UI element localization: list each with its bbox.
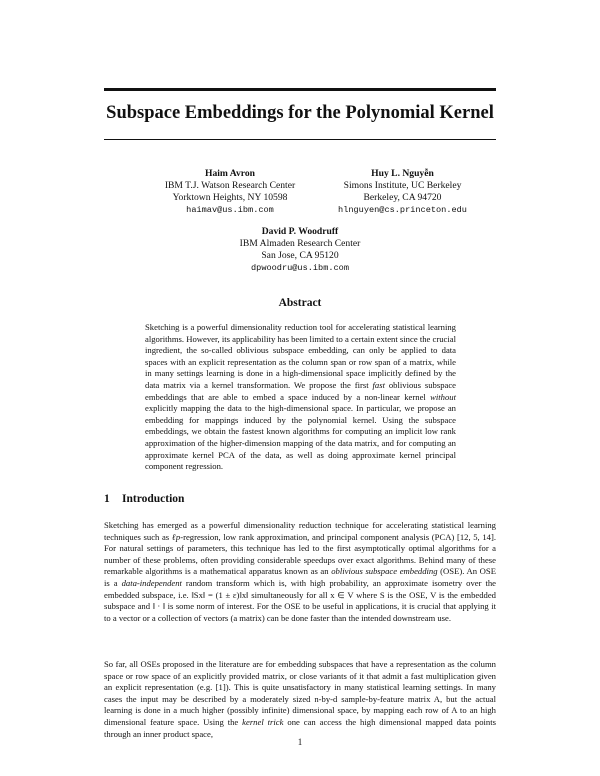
paragraph-emphasis: data-independent [121,577,182,588]
title-rule-bottom [104,139,496,140]
author-affiliation: Simons Institute, UC Berkeley [343,180,462,191]
abstract-part: oblivious subspace embeddings that are able to embed a space induced by a non-linear kernel [145,379,456,402]
author-affiliation: IBM T.J. Watson Research Center [164,180,296,191]
paragraph-emphasis: oblivious subspace embedding [331,566,438,577]
page-number: 1 [297,737,303,747]
author-block-avron [155,168,305,216]
author-name: David P. Woodruff [261,226,339,237]
author-email: hlnguyen@cs.princeton.edu [338,205,467,215]
paragraph-part: (OSE). An OSE is a [104,566,496,588]
intro-paragraph-2 [104,659,496,740]
author-name: Huy L. Nguyễn [371,168,434,179]
abstract-emphasis: without [430,391,456,402]
author-block-woodruff [220,226,380,274]
section-title: Introduction [122,493,185,505]
author-name: Haim Avron [204,168,255,179]
paragraph-part: Sketching has emerged as a powerful dimensionality reduction technique for accelerating statistical learning techniques such as [104,520,496,542]
abstract-heading: Abstract [278,297,322,309]
paragraph-part: random transform which is, with high probability, an approximate isometry over the embedded subspace, i.e. ‖Sx‖ = (1 ± ε)‖x‖ simultaneously for all x ∈ V where S is the OSE, V is the embedded subspace and ‖ · ‖ is some norm of interest. For the OSE to be useful in applications, it is crucial that applying it to a vector or a collection of vectors (a matrix) can be done faster than the intended downstream use. [104,577,496,623]
author-address: Berkeley, CA 94720 [363,192,442,203]
intro-paragraph-1 [104,520,496,624]
author-affiliation: IBM Almaden Research Center [239,238,361,249]
author-email: dpwoodru@us.ibm.com [251,263,349,273]
abstract-part: Sketching is a powerful dimensionality reduction tool for accelerating statistical learning algorithms. However, its applicability has been limited to a certain extent since the crucial ingredient, the so-called oblivious subspace embedding, can only be applied to data spaces with an explicit representation as the column span or row span of a matrix, while in many settings learning is done in a high-dimensional space implicitly defined by the data matrix via a kernel transformation. We propose the first [145,322,456,390]
title-rule-top [104,88,496,91]
author-email: haimav@us.ibm.com [186,205,274,215]
paragraph-part: So far, all OSEs proposed in the literature are for embedding subspaces that have a representation as the column space or row space of an explicitly provided matrix, or close variants of it that admit a fast multiplication given an explicit representation (e.g. [1]). This is quite unsatisfactory in many statistical learning settings. In many cases the input may be described by a moderately sized n-by-d sample-by-feature matrix A, but the actual learning is done in a much higher (possibly infinite) dimensional space, by mapping each row of A to an high dimensional feature space. Using the [104,659,496,727]
section-number: 1 [104,493,110,505]
paragraph-part: -regression, low rank approximation, and principal component analysis (PCA) [12, 5, 14]. For natural settings of parameters, this technique has led to the first asymptotically optimal algorithms for a number of these problems, often providing considerable speedups over exact algorithms. Behind many of these remarkable algorithms is a mathematical apparatus known as an [104,531,497,577]
paragraph-math: ℓp [171,531,181,542]
paragraph-part: one can access the high dimensional mapped data points through an inner product space, [104,716,496,739]
abstract-part: explicitly mapping the data to the high-dimensional space. In particular, we propose an embedding for mappings induced by the polynomial kernel. Using the subspace embeddings, we obtain the fastest known algorithms for computing an implicit low rank approximation of the higher-dimension mapping of the data matrix, and for computing an approximate kernel PCA of the data, as well as doing approximate kernel principal component regression. [145,403,456,472]
section-heading [104,493,184,505]
author-address: Yorktown Heights, NY 10598 [172,192,288,203]
author-block-nguyen [325,168,480,216]
paper-title: Subspace Embeddings for the Polynomial Kernel [106,103,494,123]
paragraph-emphasis: kernel trick [242,716,284,727]
abstract-text [145,322,456,473]
author-address: San Jose, CA 95120 [261,250,339,261]
abstract-emphasis: fast [372,379,385,390]
